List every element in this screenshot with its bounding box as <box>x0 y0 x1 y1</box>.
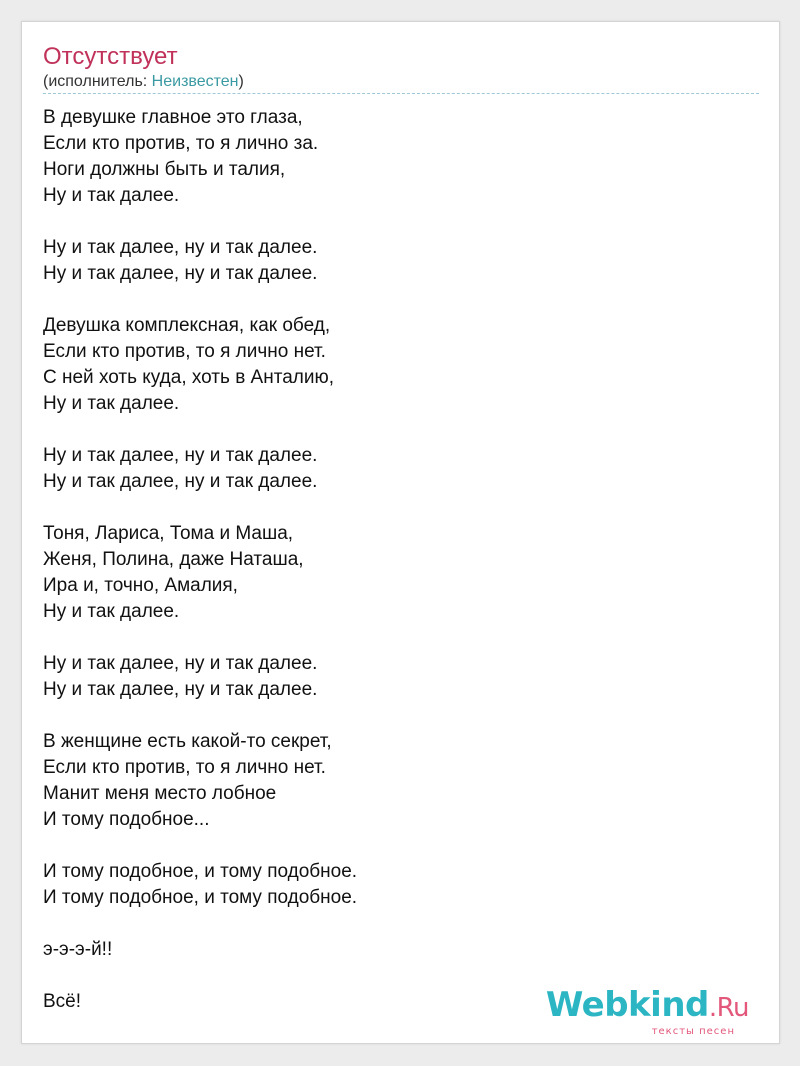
stanza-gap <box>43 209 743 235</box>
lyrics-text <box>43 105 743 1015</box>
logo-wordmark <box>546 985 749 1025</box>
lyric-line: Ира и, точно, Амалия, <box>43 575 238 596</box>
lyric-line: И тому подобное... <box>43 809 210 830</box>
lyric-line: Если кто против, то я лично нет. <box>43 757 326 778</box>
lyric-line: Женя, Полина, даже Наташа, <box>43 549 304 570</box>
logo-tagline: тексты песен <box>651 1026 735 1037</box>
artist-line <box>43 72 244 92</box>
logo-suffix: .Ru <box>708 993 749 1023</box>
site-logo[interactable] <box>545 983 779 1043</box>
lyrics-card <box>21 21 780 1044</box>
lyric-line: Девушка комплексная, как обед, <box>43 315 331 336</box>
lyric-line: Ноги должны быть и талия, <box>43 159 286 180</box>
lyric-line: И тому подобное, и тому подобное. <box>43 887 358 908</box>
lyric-line: Ну и так далее. <box>43 601 180 622</box>
lyric-line: Если кто против, то я лично за. <box>43 133 319 154</box>
lyric-line: э-э-э-й!! <box>43 939 113 960</box>
lyric-line: Ну и так далее, ну и так далее. <box>43 263 318 284</box>
lyric-line: Ну и так далее, ну и так далее. <box>43 471 318 492</box>
divider <box>43 93 759 94</box>
stanza-gap <box>43 495 743 521</box>
artist-prefix: (исполнитель: <box>43 73 152 90</box>
artist-suffix: ) <box>238 73 244 90</box>
stanza-gap <box>43 833 743 859</box>
logo-name: Webkind <box>545 985 709 1025</box>
stanza-gap <box>43 625 743 651</box>
stanza-gap <box>43 703 743 729</box>
lyric-line: Если кто против, то я лично нет. <box>43 341 326 362</box>
lyric-line: Ну и так далее, ну и так далее. <box>43 653 318 674</box>
lyric-line: Тоня, Лариса, Тома и Маша, <box>43 523 294 544</box>
stanza-gap <box>43 911 743 937</box>
lyric-line: В девушке главное это глаза, <box>43 107 303 128</box>
lyric-line: С ней хоть куда, хоть в Анталию, <box>43 367 335 388</box>
lyric-line: Ну и так далее, ну и так далее. <box>43 679 318 700</box>
song-title: Отсутствует <box>43 43 178 70</box>
lyric-line: Ну и так далее. <box>43 185 180 206</box>
lyric-line: И тому подобное, и тому подобное. <box>43 861 358 882</box>
lyric-line: Всё! <box>43 991 82 1012</box>
stanza-gap <box>43 417 743 443</box>
lyric-line: Манит меня место лобное <box>43 783 277 804</box>
lyric-line: Ну и так далее, ну и так далее. <box>43 237 318 258</box>
lyric-line: В женщине есть какой-то секрет, <box>43 731 332 752</box>
lyric-line: Ну и так далее. <box>43 393 180 414</box>
lyric-line: Ну и так далее, ну и так далее. <box>43 445 318 466</box>
stanza-gap <box>43 287 743 313</box>
artist-link[interactable]: Неизвестен <box>151 73 239 90</box>
